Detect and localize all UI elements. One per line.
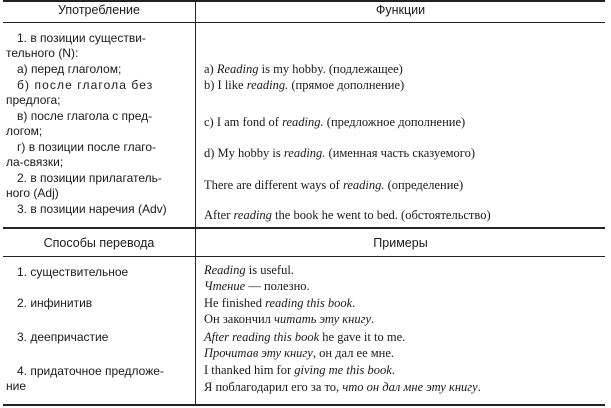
example-3-ru: Прочитав эту книгу, он дал ее мне. (204, 346, 395, 360)
usage-item-2-line1: 2. в позиции прилагатель- (17, 171, 162, 185)
example-3-en: After reading this book he gave it to me. (204, 330, 406, 344)
example-2-en: He finished reading this book. (204, 296, 356, 310)
method-4-line2: ние (6, 379, 27, 393)
header-functions: Функции (375, 3, 426, 17)
section-divider-rule (3, 227, 605, 229)
function-d: d) My hobby is reading. (именная часть сказуемого) (204, 146, 476, 160)
grammar-table (3, 0, 605, 406)
example-2-ru: Он закончил читать эту книгу. (204, 312, 375, 326)
usage-item-b-line2: предлога; (6, 93, 61, 107)
usage-item-d-line2: ла-связки; (6, 155, 64, 169)
usage-item-c-line2: логом; (6, 124, 43, 138)
example-4-en: I thanked him for giving me this book. (204, 363, 395, 377)
example-1-ru: Чтение — полезно. (204, 279, 310, 293)
example-1-en: Reading is useful. (204, 263, 294, 277)
function-a: а) Reading is my hobby. (подлежащее) (204, 62, 403, 76)
usage-item-1-line2: тельного (N): (6, 46, 79, 60)
header-rule-top (3, 22, 605, 23)
header-translation-methods: Способы перевода (43, 236, 155, 250)
function-f: After reading the book he went to bed. (обстоятельство) (204, 208, 491, 222)
table-bottom-rule (3, 404, 605, 406)
usage-item-1-line1: 1. в позиции существи- (17, 31, 146, 45)
usage-item-c-line1: в) после глагола с пред- (17, 109, 153, 123)
usage-item-d-line1: г) в позиции после глаго- (17, 140, 157, 154)
function-e: There are different ways of reading. (определение) (204, 178, 464, 192)
function-b: b) I like reading. (прямое дополнение) (204, 78, 405, 92)
header-usage: Употребление (58, 3, 140, 17)
header-examples: Примеры (373, 236, 428, 250)
usage-item-2-line2: ного (Adj) (6, 186, 59, 200)
method-2: 2. инфинитив (17, 296, 93, 310)
column-divider (195, 0, 196, 406)
usage-item-b-line1: б) после глагола без (17, 78, 154, 92)
usage-item-3: 3. в позиции наречия (Adv) (17, 202, 167, 216)
table-top-rule (3, 0, 605, 2)
method-4-line1: 4. придаточное предложе- (17, 364, 164, 378)
method-3: 3. деепричастие (17, 330, 109, 344)
example-4-ru: Я поблагодарил его за то, что он дал мне эту книгу. (204, 380, 481, 394)
usage-item-a: а) перед глаголом; (17, 62, 122, 76)
method-1: 1. существительное (17, 265, 129, 279)
function-c: с) I am fond of reading. (предложное дополнение) (204, 115, 466, 129)
header-rule-bottom (3, 256, 605, 257)
